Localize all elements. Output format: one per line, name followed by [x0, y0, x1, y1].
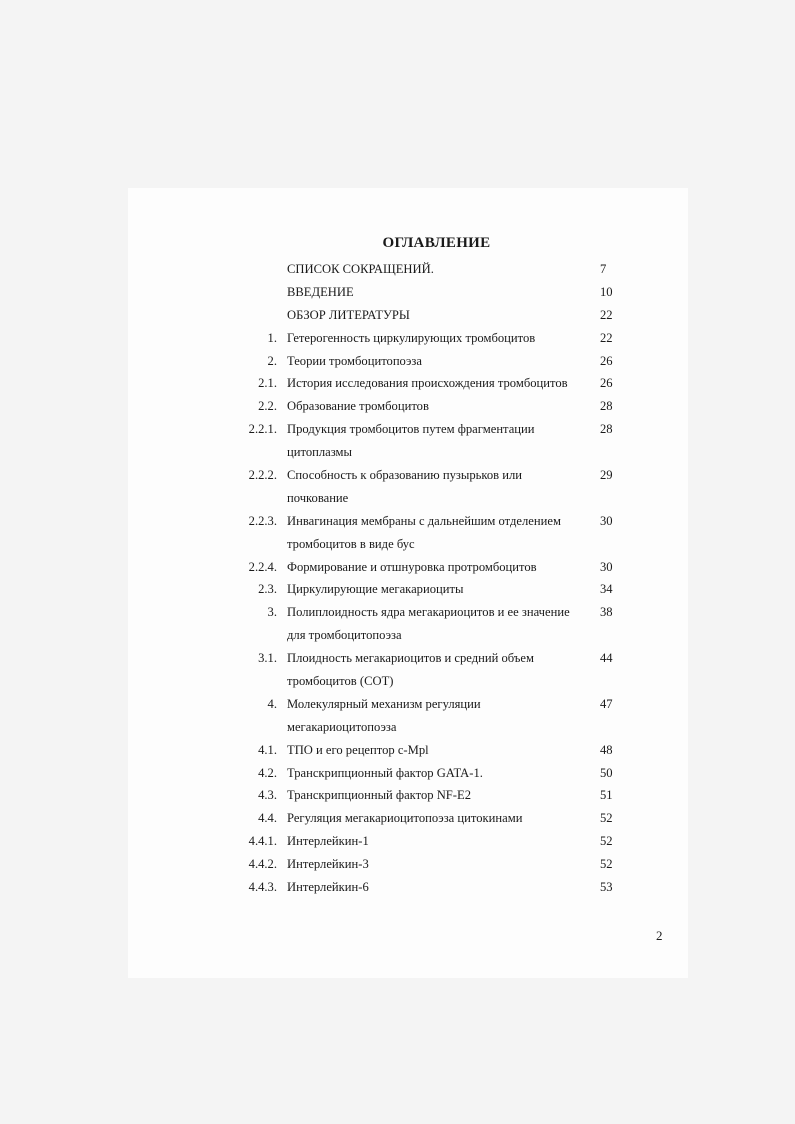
toc-row	[0, 304, 795, 327]
toc-row	[0, 441, 795, 464]
toc-row	[0, 418, 795, 441]
toc-number: 4.	[267, 696, 277, 711]
toc-row	[0, 807, 795, 830]
toc-row	[0, 670, 795, 693]
toc-row	[0, 258, 795, 281]
toc-row	[0, 533, 795, 556]
toc-row	[0, 601, 795, 624]
toc-number: 4.4.3.	[248, 880, 277, 895]
toc-number: 2.	[267, 353, 277, 368]
toc-title: СПИСОК СОКРАЩЕНИЙ.	[287, 262, 434, 276]
toc-row	[0, 830, 795, 853]
toc-row	[0, 464, 795, 487]
toc-title: цитоплазмы	[287, 445, 352, 460]
toc-row	[0, 395, 795, 418]
toc-title: тромбоцитов (СОТ)	[287, 674, 394, 689]
toc-title: История исследования происхождения тромбоцитов	[287, 376, 568, 391]
toc-page: 29	[600, 468, 613, 483]
table-of-contents	[0, 258, 795, 899]
page-number: 2	[656, 928, 663, 943]
toc-title: Транскрипционный фактор NF-E2	[287, 788, 471, 803]
toc-page: 22	[600, 307, 613, 322]
toc-title: Гетерогенность циркулирующих тромбоцитов	[287, 330, 536, 345]
toc-title: Теории тромбоцитопоэза	[287, 353, 422, 368]
toc-row	[0, 350, 795, 373]
toc-number: 2.2.	[258, 399, 277, 414]
toc-page: 38	[600, 605, 613, 620]
toc-title: ВВЕДЕНИЕ	[287, 284, 354, 299]
toc-page: 50	[600, 765, 613, 780]
toc-title: Продукция тромбоцитов путем фрагментации	[287, 422, 535, 437]
toc-page: 51	[600, 788, 613, 803]
toc-number: 2.3.	[258, 582, 277, 597]
toc-row	[0, 578, 795, 601]
toc-title: для тромбоцитопоэза	[287, 628, 402, 643]
toc-title: Образование тромбоцитов	[287, 399, 429, 414]
toc-page: 26	[600, 353, 613, 368]
toc-row	[0, 784, 795, 807]
toc-number: 2.2.3.	[248, 513, 277, 528]
toc-page: 28	[600, 399, 613, 414]
toc-row	[0, 853, 795, 876]
toc-row	[0, 693, 795, 716]
toc-page: 22	[600, 330, 613, 345]
toc-number: 4.4.2.	[248, 857, 277, 872]
toc-page: 48	[600, 742, 613, 757]
toc-number: 4.3.	[258, 788, 277, 803]
toc-page: 34	[600, 582, 613, 597]
toc-title: тромбоцитов в виде бус	[287, 536, 415, 551]
toc-number: 2.2.1.	[248, 422, 277, 437]
toc-row	[0, 624, 795, 647]
toc-page: 44	[600, 651, 613, 666]
toc-title: ОБЗОР ЛИТЕРАТУРЫ	[287, 307, 410, 322]
toc-number: 3.1.	[258, 651, 277, 666]
toc-title: Формирование и отшнуровка протромбоцитов	[287, 559, 537, 574]
toc-row	[0, 510, 795, 533]
toc-title: Транскрипционный фактор GATA-1.	[287, 765, 483, 780]
toc-row	[0, 372, 795, 395]
toc-number: 2.2.4.	[248, 559, 277, 574]
toc-number: 4.4.	[258, 811, 277, 826]
toc-title: Интерлейкин-6	[287, 880, 369, 895]
toc-page: 10	[600, 284, 613, 299]
toc-row	[0, 876, 795, 899]
toc-number: 4.2.	[258, 765, 277, 780]
toc-number: 2.2.2.	[248, 468, 277, 483]
toc-page: 53	[600, 880, 613, 895]
toc-page: 52	[600, 811, 613, 826]
toc-row	[0, 716, 795, 739]
page-title: ОГЛАВЛЕНИЕ	[382, 235, 491, 251]
toc-row	[0, 556, 795, 579]
toc-title: почкование	[287, 490, 349, 505]
toc-number: 4.1.	[258, 742, 277, 757]
toc-number: 1.	[267, 330, 277, 345]
toc-page: 30	[600, 559, 613, 574]
toc-title: Регуляция мегакариоцитопоэза цитокинами	[287, 811, 523, 826]
toc-title: Молекулярный механизм регуляции	[287, 696, 481, 711]
toc-number: 3.	[267, 605, 277, 620]
toc-page: 47	[600, 696, 613, 711]
toc-title: Способность к образованию пузырьков или	[287, 468, 522, 483]
toc-row	[0, 327, 795, 350]
toc-page: 52	[600, 834, 613, 849]
toc-title: Плоидность мегакариоцитов и средний объем	[287, 651, 534, 666]
toc-page: 7	[600, 262, 607, 276]
toc-page: 52	[600, 857, 613, 872]
toc-title: Инвагинация мембраны с дальнейшим отделением	[287, 513, 561, 528]
toc-title: Интерлейкин-1	[287, 834, 369, 849]
toc-number: 4.4.1.	[248, 834, 277, 849]
toc-page: 26	[600, 376, 613, 391]
toc-row	[0, 762, 795, 785]
toc-title: мегакариоцитопоэза	[287, 719, 397, 734]
toc-title: Полиплоидность ядра мегакариоцитов и ее значение	[287, 605, 570, 620]
toc-row	[0, 487, 795, 510]
toc-page: 30	[600, 513, 613, 528]
toc-row	[0, 281, 795, 304]
toc-row	[0, 739, 795, 762]
toc-title: Интерлейкин-3	[287, 857, 369, 872]
toc-page: 28	[600, 422, 613, 437]
toc-number: 2.1.	[258, 376, 277, 391]
toc-row	[0, 647, 795, 670]
toc-title: Циркулирующие мегакариоциты	[287, 582, 464, 597]
toc-title: ТПО и его рецептор с-Mpl	[287, 742, 429, 757]
